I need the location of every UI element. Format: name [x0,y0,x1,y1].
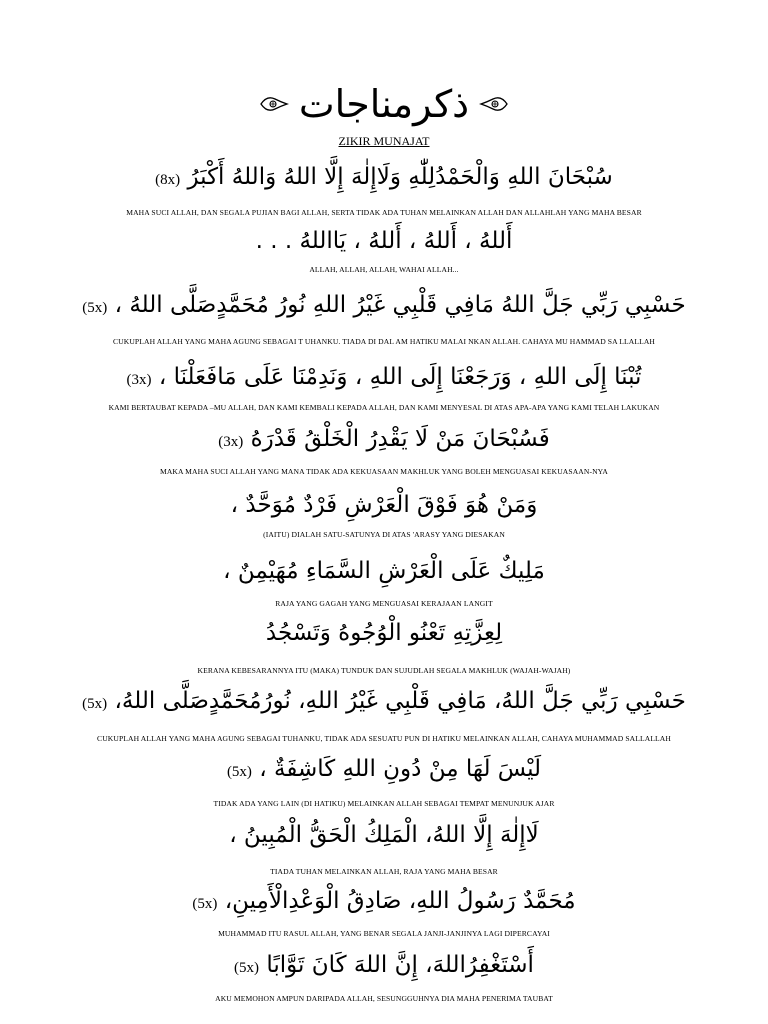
repeat-count: (5x) [82,696,108,712]
verse-arabic [80,292,688,318]
verse-text: مُحَمَّدٌ رَسُولُ اللهِ، صَادِقُ الْوَعْدِالْأَمِينِ، [224,888,576,914]
verse-text: مَلِيكٌ عَلَى الْعَرْشِ السَّمَاءِ مُهَيْمِنٌ ، [223,558,545,584]
verse-text: لَيْسَ لَهَا مِنْ دُونِ اللهِ كَاشِفَةٌ ، [259,756,542,782]
verse-text: حَسْبِي رَبِّي جَلَّ اللهُ، مَافِي قَلْبِي غَيْرُ اللهِ، نُورُمُحَمَّدٍصَلَّى اللهُ، [114,688,686,714]
repeat-count: (8x) [155,172,181,188]
verse-translation: CUKUPLAH ALLAH YANG MAHA AGUNG SEBAGAI TUHANKU, TIDAK ADA SESUATU PUN DI HATIKU MELAINKAN ALLAH, CAHAYA MUHAMMAD SALLALLAH [97,734,671,743]
verse-arabic [80,426,688,452]
ornament-right-icon [259,93,289,115]
verse-arabic [80,164,688,190]
repeat-count: (5x) [82,300,108,316]
page-subtitle: ZIKIR MUNAJAT [338,134,430,148]
verse-arabic [80,888,688,914]
verse-arabic [80,688,688,714]
verse-arabic [80,822,688,848]
verse-translation: MUHAMMAD ITU RASUL ALLAH, YANG BENAR SEGALA JANJI-JANJINYA LAGI DIPERCAYAI [218,929,550,938]
verse-translation: RAJA YANG GAGAH YANG MENGUASAI KERAJAAN LANGIT [275,599,493,608]
repeat-count: (5x) [192,896,218,912]
verse-arabic [80,492,688,518]
verse-translation: KAMI BERTAUBAT KEPADA –MU ALLAH, DAN KAMI KEMBALI KEPADA ALLAH, DAN KAMI MENYESAL DI ATAS APA-APA YANG KAMI TELAH LAKUKAN [108,403,660,412]
verse-text: وَمَنْ هُوَ فَوْقَ الْعَرْشِ فَرْدٌ مُوَحَّدٌ ، [230,492,538,518]
verse-translation: TIDAK ADA YANG LAIN (DI HATIKU) MELAINKAN ALLAH SEBAGAI TEMPAT MENUNJUK AJAR [213,799,555,808]
verse-text: فَسُبْحَانَ مَنْ لَا يَقْدِرُ الْخَلْقُ قَدْرَهُ [250,426,550,452]
verse-translation: ALLAH, ALLAH, ALLAH, WAHAI ALLAH... [309,265,459,274]
verse-arabic [80,558,688,584]
verse-translation: (IAITU) DIALAH SATU-SATUNYA DI ATAS 'ARASY YANG DIESAKAN [263,530,505,539]
verse-arabic [80,228,688,254]
verse-translation: TIADA TUHAN MELAINKAN ALLAH, RAJA YANG MAHA BESAR [270,867,498,876]
verse-translation: AKU MEMOHON AMPUN DARIPADA ALLAH, SESUNGGUHNYA DIA MAHA PENERIMA TAUBAT [215,994,553,1003]
verse-arabic [80,952,688,978]
verse-text: حَسْبِي رَبِّي جَلَّ اللهُ مَافِي قَلْبِي غَيْرُ اللهِ نُورُ مُحَمَّدٍصَلَّى اللهُ ، [114,292,686,318]
repeat-count: (3x) [218,434,244,450]
verse-translation: MAKA MAHA SUCI ALLAH YANG MANA TIDAK ADA KEKUASAAN MAKHLUK YANG BOLEH MENGUASAI KEKUASAAN-NYA [160,467,608,476]
page-title: ذكرمناجات [298,82,470,126]
ornament-left-icon [479,93,509,115]
verse-arabic [80,756,688,782]
repeat-count: (5x) [226,764,252,780]
verse-text: أَسْتَغْفِرُاللهَ، إِنَّ اللهَ كَانَ تَوَّابًا [266,952,534,978]
verse-translation: KERANA KEBESARANNYA ITU (MAKA) TUNDUK DAN SUJUDLAH SEGALA MAKHLUK (WAJAH-WAJAH) [197,666,571,675]
verse-text: تُبْنَا إِلَى اللهِ ، وَرَجَعْنَا إِلَى اللهِ ، وَنَدِمْنَا عَلَى مَافَعَلْنَا ، [158,364,642,390]
repeat-count: (5x) [234,960,260,976]
title-row [0,78,768,130]
verse-text: لَاإِلٰهَ إِلَّا اللهُ، الْمَلِكُ الْحَقُّ الْمُبِينُ ، [229,822,539,848]
repeat-count: (3x) [126,372,152,388]
verse-text: لِعِزَّتِهِ تَعْنُو الْوُجُوهُ وَتَسْجُدُ [265,620,503,646]
verse-text: أَللهُ ، أَللهُ ، أَللهُ ، يَااللهُ . . . [255,228,513,254]
verse-arabic [80,364,688,390]
verse-text: سُبْحَانَ اللهِ وَالْحَمْدُلِلّٰهِ وَلَاإِلٰهَ إِلَّا اللهُ وَاللهُ أَكْبَرُ [187,164,613,190]
verse-arabic [80,620,688,646]
verse-translation: CUKUPLAH ALLAH YANG MAHA AGUNG SEBAGAI T UHANKU. TIADA DI DAL AM HATIKU MALAI NKAN ALLAH. CAHAYA MU HAMMAD SA LLALLAH [113,337,655,346]
verse-translation: MAHA SUCI ALLAH, DAN SEGALA PUJIAN BAGI ALLAH, SERTA TIDAK ADA TUHAN MELAINKAN ALLAH DAN ALLAHLAH YANG MAHA BESAR [126,208,642,217]
